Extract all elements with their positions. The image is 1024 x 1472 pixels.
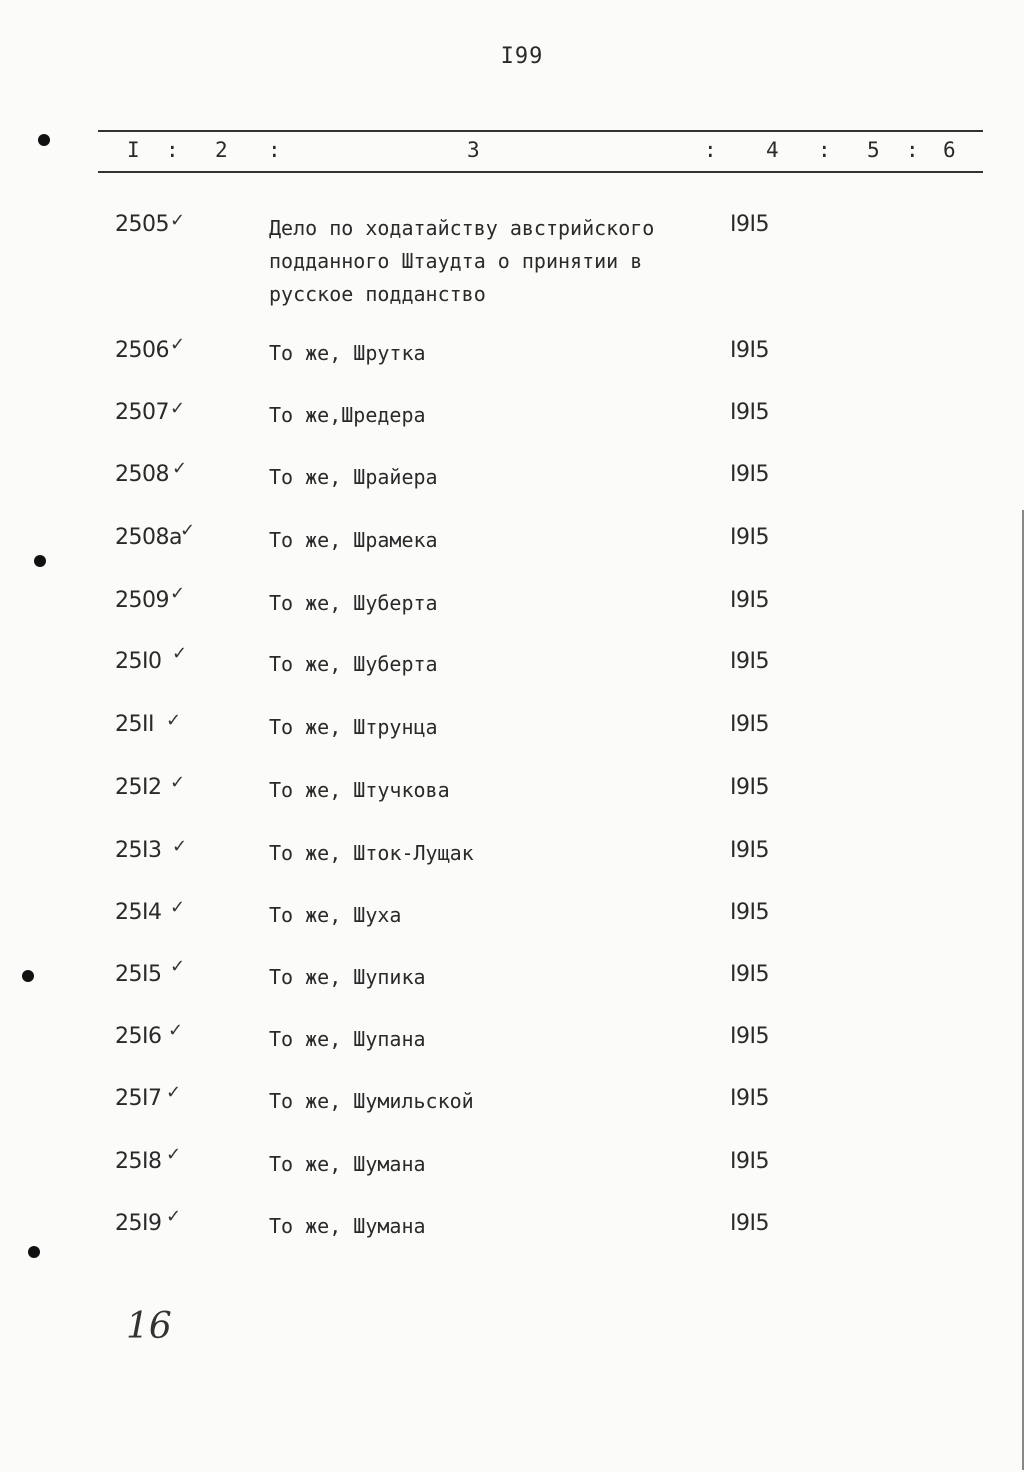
- punch-hole-mark: [38, 134, 50, 146]
- header-separator: :: [906, 138, 919, 162]
- header-separator: :: [268, 138, 281, 162]
- check-mark-icon: ✓: [166, 1206, 182, 1227]
- check-mark-icon: ✓: [168, 1020, 184, 1041]
- row-year: I9I5: [730, 338, 769, 363]
- page-number: I99: [500, 44, 544, 69]
- row-description: То же, Шуберта: [269, 591, 438, 615]
- row-number: 25I0: [115, 649, 162, 674]
- header-col-5: 5: [867, 138, 880, 162]
- row-year: I9I5: [730, 962, 769, 987]
- row-description: То же, Шумана: [269, 1152, 426, 1176]
- row-number: 25I3: [115, 838, 162, 863]
- row-year: I9I5: [730, 1086, 769, 1111]
- check-mark-icon: ✓: [166, 1144, 182, 1165]
- row-description: То же, Шрамека: [269, 528, 438, 552]
- header-separator: :: [166, 138, 179, 162]
- check-mark-icon: ✓: [166, 1082, 182, 1103]
- header-separator: :: [704, 138, 717, 162]
- row-number: 25I6: [115, 1024, 162, 1049]
- header-top-rule: [98, 130, 983, 132]
- row-description: То же, Шупика: [269, 965, 426, 989]
- row-description: То же, Штучкова: [269, 778, 450, 802]
- row-year: I9I5: [730, 1211, 769, 1236]
- row-number: 2507: [115, 400, 169, 425]
- row-number: 2508а: [115, 525, 182, 550]
- row-description: То же, Шупана: [269, 1027, 426, 1051]
- check-mark-icon: ✓: [170, 897, 186, 918]
- check-mark-icon: ✓: [166, 710, 182, 731]
- row-number: 25I9: [115, 1211, 162, 1236]
- row-year: I9I5: [730, 775, 769, 800]
- header-col-2: 2: [215, 138, 228, 162]
- row-number: 25II: [115, 712, 154, 737]
- row-year: I9I5: [730, 212, 769, 237]
- row-year: I9I5: [730, 400, 769, 425]
- row-year: I9I5: [730, 525, 769, 550]
- row-description: То же, Шумильской: [269, 1089, 474, 1113]
- header-col-3: 3: [467, 138, 480, 162]
- punch-hole-mark: [22, 970, 34, 982]
- row-description: То же, Шумана: [269, 1214, 426, 1238]
- row-number: 2505: [115, 212, 169, 237]
- check-mark-icon: ✓: [170, 210, 186, 231]
- header-separator: :: [818, 138, 831, 162]
- row-description: То же, Шуха: [269, 903, 402, 927]
- row-year: I9I5: [730, 462, 769, 487]
- row-description: Дело по ходатайству австрийского подданного Штаудта о принятии в русское подданство: [269, 216, 655, 306]
- check-mark-icon: ✓: [172, 836, 188, 857]
- punch-hole-mark: [34, 555, 46, 567]
- row-description: То же, Шток-Лущак: [269, 841, 474, 865]
- row-description: То же, Шрутка: [269, 341, 426, 365]
- row-year: I9I5: [730, 588, 769, 613]
- check-mark-icon: ✓: [170, 398, 186, 419]
- row-description: То же,Шредера: [269, 403, 426, 427]
- row-number: 25I8: [115, 1149, 162, 1174]
- punch-hole-mark: [28, 1246, 40, 1258]
- row-year: I9I5: [730, 1149, 769, 1174]
- check-mark-icon: ✓: [172, 458, 188, 479]
- row-number: 25I7: [115, 1086, 162, 1111]
- header-bottom-rule: [98, 171, 983, 173]
- row-number: 25I4: [115, 900, 162, 925]
- row-year: I9I5: [730, 900, 769, 925]
- row-description: То же, Штрунца: [269, 715, 438, 739]
- check-mark-icon: ✓: [170, 772, 186, 793]
- header-col-4: 4: [766, 138, 779, 162]
- header-col-6: 6: [943, 138, 956, 162]
- row-number: 2506: [115, 338, 169, 363]
- check-mark-icon: ✓: [180, 520, 196, 541]
- row-year: I9I5: [730, 1024, 769, 1049]
- check-mark-icon: ✓: [170, 334, 186, 355]
- row-number: 25I2: [115, 775, 162, 800]
- row-year: I9I5: [730, 712, 769, 737]
- row-number: 25I5: [115, 962, 162, 987]
- check-mark-icon: ✓: [172, 643, 188, 664]
- row-description: То же, Шуберта: [269, 652, 438, 676]
- row-description: То же, Шрайера: [269, 465, 438, 489]
- handwritten-note: 16: [126, 1306, 172, 1347]
- check-mark-icon: ✓: [170, 583, 186, 604]
- check-mark-icon: ✓: [170, 956, 186, 977]
- row-number: 2508: [115, 462, 169, 487]
- row-year: I9I5: [730, 649, 769, 674]
- row-number: 2509: [115, 588, 169, 613]
- row-year: I9I5: [730, 838, 769, 863]
- header-col-1: I: [127, 138, 140, 162]
